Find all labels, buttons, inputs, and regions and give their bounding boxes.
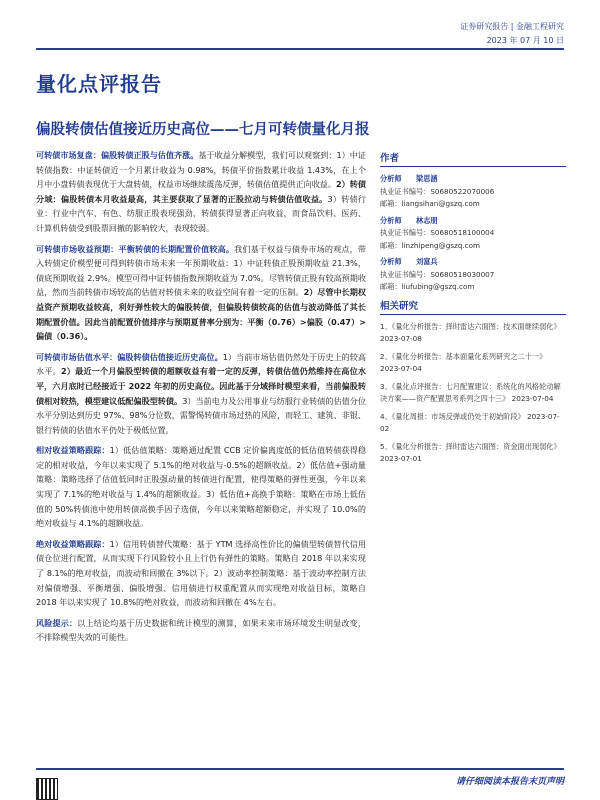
author-email[interactable]: 邮箱：liangsihan@gszq.com <box>380 199 480 208</box>
body-paragraph <box>36 148 366 236</box>
sidebar <box>380 150 566 471</box>
related-heading: 相关研究 <box>380 298 566 315</box>
author-cert: 执业证书编号：S0680518100004 <box>380 228 495 237</box>
paragraph-label: 可转债市场估值水平：偏股转债估值接近历史高位。 <box>36 351 223 362</box>
author-role: 分析师 <box>380 174 402 183</box>
author-role: 分析师 <box>380 215 402 225</box>
related-report-title: 2、《量化分析报告：基本面量化系列研究之二十一》 <box>380 351 547 361</box>
main-body <box>36 148 366 651</box>
related-report-title: 4、《量化周报：市场反弹或仍处于初始阶段》 <box>380 411 525 421</box>
author-email[interactable]: 邮箱：liufubing@gszq.com <box>380 282 475 291</box>
paragraph-text: 1）低估值策略：策略通过配置 CCB 定价偏离度低的低估值转债获得稳定的相对收益，今年以来实现了 5.1%的绝对收益与-0.5%的超额收益。2）低估值+强动量策略：策略选择了估值低同时正股强动量的转债进行配置，使得策略的弹性更强，今年以来实现了 7.1%的绝对收益与 1.4%的超额收益。3）低估值+高换手策略：策略在市场上低估值的 50%转债池中使用转债高换手因子选债，今年以来策略超额稳定，并实现了 10.0%的绝对收益与 4.1%的超额收益。 <box>36 445 366 529</box>
author-role: 分析师 <box>380 257 402 266</box>
paragraph-text: 3）当前电力及公用事业与纺服行业转债的估值分位水平分别达到历史 97%、98%分位数，需警惕转债市场过热的风险，而轻工、建筑、非银、银行转债的估值水平仍处于极低位置。 <box>36 395 366 435</box>
paragraph-text: 3）转债行业：行业中汽车、有色、纺服正股表现强劲，转债获得显著正向收益，而食品饮料、医药、计算机转债受到股票回撤的影响较大，表现较弱。 <box>36 193 366 233</box>
related-report-title: 5、《量化分析报告：择时雷达六面图：资金面出现弱化》 <box>380 441 561 451</box>
paragraph-label: 可转债市场收益预期：平衡转债的长期配置价值较高。 <box>36 243 235 254</box>
authors-heading: 作者 <box>380 150 566 167</box>
related-report-title: 1、《量化分析报告：择时雷达六面图：技术面继续弱化》 <box>380 321 561 331</box>
body-paragraph <box>36 537 366 610</box>
authors-list <box>380 173 566 294</box>
related-report-link[interactable] <box>380 351 566 376</box>
author-entry <box>380 215 566 253</box>
header-divider <box>36 48 564 50</box>
paragraph-text: 我们基于权益与债券市场的观点，带入转债定价模型便可得到转债市场未来一年预期收益：1）中证转债正股预期收益 21.3%，债底预期收益 2.9%。模型可得中证转债指数预期收益为 7.0%。尽管转债正股有较高预期收益，然而当前转债市场较高的估值对转债未来的收益空间有着一定的压制。 <box>36 243 366 298</box>
footer-divider <box>36 768 564 770</box>
paragraph-label: 绝对收益策略跟踪： <box>36 538 110 549</box>
related-report-date: 2023-07-02 <box>380 411 560 433</box>
paragraph-text: 1）当前市场估值仍然处于历史上的较高水平。 <box>36 351 366 377</box>
author-email[interactable]: 邮箱：linzhipeng@gszq.com <box>380 240 481 250</box>
paragraph-text: 以上结论均基于历史数据和统计模型的测算，如果未来市场环境发生明显改变，不排除模型失效的可能性。 <box>36 617 366 643</box>
paragraph-label: 可转债市场复盘：偏股转债正股与估值齐涨。 <box>36 150 199 160</box>
related-report-date: 2023-07-04 <box>509 394 554 403</box>
report-category: 证券研究报告 | 金融工程研究 <box>460 22 564 31</box>
body-paragraph <box>36 242 366 344</box>
paragraph-text: 2）尽管中长期权益资产预期收益较高，利好弹性较大的偏股转债，但偏股转债较高的估值与波动降低了其长期配置价值。因此当前配置价值排序与预期夏普率分别为：平衡（0.76）>偏股（0.47）>偏债（0.36）。 <box>36 287 366 342</box>
paragraph-text: 1）信用转债替代策略：基于 YTM 选择高性价比的偏债型转债替代信用债仓位进行配置，从而实现下行风险较小且上行仍有弹性的策略。策略自 2018 年以来实现了 8.1%的绝对收益，而波动和回撤在 3%以下。2）波动率控制策略：基于波动率控制方法对偏债增强、平衡增强、偏股增强、信用债进行权重配置从而实现绝对收益目标，策略自 2018 年以来实现了 10.8%的绝对收益，而波动和回撤在 4%左右。 <box>36 538 366 608</box>
author-cert: 执业证书编号：S0680522070006 <box>380 186 495 196</box>
author-entry <box>380 173 566 211</box>
paragraph-text: 基于收益分解模型，我们可以观察到：1）中证转债指数：中证转债近一个月累计收益为 0.98%，转债平价指数累计收益 1.43%，在上个月中小盘转债表现优于大盘转债，权益市场继续震荡反弹，转债估值提供正向收益。 <box>36 150 366 190</box>
author-name: 梁思涵 <box>416 174 438 183</box>
author-name: 林志朋 <box>416 215 438 225</box>
related-report-date: 2023-07-04 <box>380 364 422 373</box>
related-report-link[interactable] <box>380 321 566 346</box>
related-list <box>380 321 566 466</box>
paragraph-label: 相对收益策略跟踪： <box>36 445 110 456</box>
related-report-date: 2023-07-01 <box>380 454 422 463</box>
author-cert: 执业证书编号：S0680518030007 <box>380 269 495 279</box>
doc-type: 量化点评报告 <box>36 72 162 96</box>
author-name: 刘富兵 <box>416 257 438 266</box>
report-header <box>460 20 564 48</box>
author-entry <box>380 256 566 294</box>
paragraph-text: 2）最近一个月偏股型转债的超额收益有着一定的反弹，转债估值仍然维持在高位水平，六月底时已经接近于 2022 年初的历史高位。因此基于分域择时模型来看，当前偏股转债相对较热，模型建议低配偏股型转债。 <box>36 366 366 406</box>
footer-disclaimer: 请仔细阅读本报告末页声明 <box>455 777 564 787</box>
paragraph-text: 2）转债分域：偏股转债本月收益最高，其主要获取了显著的正股拉动与转债估值收益。 <box>36 179 366 204</box>
body-paragraph <box>36 443 366 531</box>
paragraph-label: 风险提示： <box>36 617 78 628</box>
body-paragraph <box>36 616 366 645</box>
related-report-link[interactable] <box>380 381 566 406</box>
related-report-date: 2023-07-08 <box>380 334 422 343</box>
qr-code-icon <box>36 778 58 800</box>
related-report-title: 3、《量化点评报告：七月配置建议：系统化的风格轮动解决方案——资产配置思考系列之四十三》 <box>380 381 561 403</box>
page-title: 偏股转债估值接近历史高位——七月可转债量化月报 <box>36 122 370 138</box>
body-paragraph <box>36 350 366 438</box>
related-report-link[interactable] <box>380 441 566 466</box>
report-date: 2023 年 07 月 10 日 <box>486 36 564 45</box>
related-report-link[interactable] <box>380 411 566 436</box>
